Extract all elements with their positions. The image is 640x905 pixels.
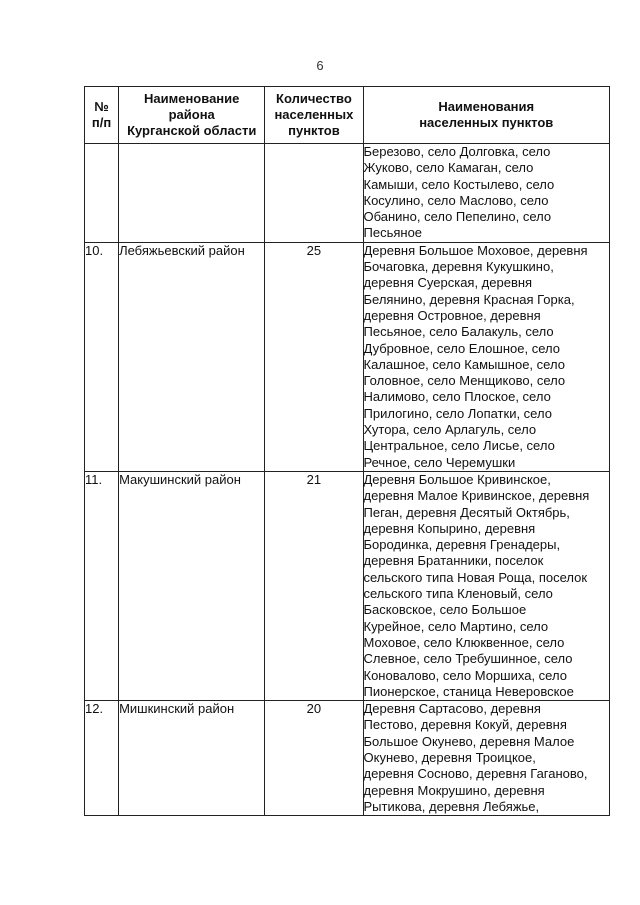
places-line: деревня Островное, деревня	[363, 307, 541, 323]
places-line: Пионерское, станица Неверовское	[363, 683, 574, 699]
row-places	[363, 471, 610, 700]
places-line: Деревня Сартасово, деревня	[363, 701, 541, 717]
row-num: 12.	[85, 701, 119, 816]
table-row	[85, 144, 610, 243]
places-line: Окунево, деревня Троицкое,	[363, 749, 536, 765]
places-line: Курейное, село Мартино, село	[363, 618, 549, 634]
header-district-line: района	[168, 107, 215, 122]
table-header-row	[85, 87, 610, 144]
places-line: Басковское, село Большое	[363, 602, 527, 618]
places-line: деревня Братанники, поселок	[363, 553, 544, 569]
places-line: деревня Копырино, деревня	[363, 520, 536, 536]
places-line: Рытикова, деревня Лебяжье,	[363, 798, 540, 814]
header-count-line: Количество	[276, 91, 352, 106]
places-line: Коновалово, село Моршиха, село	[363, 667, 567, 683]
places-line: Дубровное, село Елошное, село	[363, 340, 560, 356]
header-count	[265, 87, 363, 144]
places-line: сельского типа Новая Роща, поселок	[363, 569, 588, 585]
places-line: деревня Суерская, деревня	[363, 275, 533, 291]
row-places	[363, 242, 610, 471]
row-count: 25	[265, 242, 363, 471]
places-line: Большое Окунево, деревня Малое	[363, 733, 575, 749]
settlements-table	[84, 86, 610, 816]
row-count	[265, 144, 363, 243]
places-line: Слевное, село Требушинное, село	[363, 651, 573, 667]
places-line: Моховое, село Клюквенное, село	[363, 634, 565, 650]
table-row	[85, 242, 610, 471]
header-district-line: Курганской области	[127, 123, 257, 138]
places-line: Хутора, село Арлагуль, село	[363, 422, 537, 438]
row-places	[363, 701, 610, 816]
places-line: Камыши, село Костылево, село	[363, 176, 555, 192]
places-line: Центральное, село Лисье, село	[363, 438, 555, 454]
row-district: Лебяжьевский район	[119, 242, 265, 471]
row-num: 10.	[85, 242, 119, 471]
row-num	[85, 144, 119, 243]
header-count-line: пунктов	[288, 123, 340, 138]
header-places	[363, 87, 610, 144]
places-line: деревня Малое Кривинское, деревня	[363, 488, 590, 504]
row-count: 20	[265, 701, 363, 816]
row-district	[119, 144, 265, 243]
header-count-line: населенных	[274, 107, 354, 122]
row-count: 21	[265, 471, 363, 700]
places-line: Косулино, село Маслово, село	[363, 192, 549, 208]
places-line: Прилогино, село Лопатки, село	[363, 405, 552, 421]
places-line: Бородинка, деревня Гренадеры,	[363, 537, 561, 553]
places-line: Жуково, село Камаган, село	[363, 160, 534, 176]
places-line: Калашное, село Камышное, село	[363, 356, 565, 372]
places-line: Пестово, деревня Кокуй, деревня	[363, 717, 567, 733]
places-line: Белянино, деревня Красная Горка,	[363, 291, 575, 307]
header-district	[119, 87, 265, 144]
places-line: Березово, село Долговка, село	[363, 144, 551, 159]
row-district: Мишкинский район	[119, 701, 265, 816]
row-places	[363, 144, 610, 243]
places-line: деревня Мокрушино, деревня	[363, 782, 545, 798]
page-number: 6	[316, 58, 324, 73]
places-line: Песьяное, село Балакуль, село	[363, 324, 554, 340]
table-row	[85, 701, 610, 816]
header-num-line: п/п	[91, 115, 112, 130]
places-line: Налимово, село Плоское, село	[363, 389, 551, 405]
places-line: Речное, село Черемушки	[363, 454, 516, 470]
table-row	[85, 471, 610, 700]
places-line: Бочаговка, деревня Кукушкино,	[363, 259, 554, 275]
header-places-line: Наименования	[438, 99, 535, 114]
header-district-line: Наименование	[144, 91, 240, 106]
header-num-line: №	[94, 99, 109, 114]
header-places-line: населенных пунктов	[419, 115, 554, 130]
places-line: Пеган, деревня Десятый Октябрь,	[363, 504, 570, 520]
table-body	[85, 144, 610, 816]
places-line: сельского типа Кленовый, село	[363, 586, 553, 602]
row-district: Макушинский район	[119, 471, 265, 700]
places-line: деревня Сосново, деревня Гаганово,	[363, 766, 588, 782]
places-line: Песьяное	[363, 225, 423, 241]
places-line: Деревня Большое Моховое, деревня	[363, 242, 588, 258]
row-num: 11.	[85, 471, 119, 700]
places-line: Головное, село Менщиково, село	[363, 373, 566, 389]
places-line: Деревня Большое Кривинское,	[363, 471, 551, 487]
places-line: Обанино, село Пепелино, село	[363, 209, 552, 225]
header-num	[85, 87, 119, 144]
